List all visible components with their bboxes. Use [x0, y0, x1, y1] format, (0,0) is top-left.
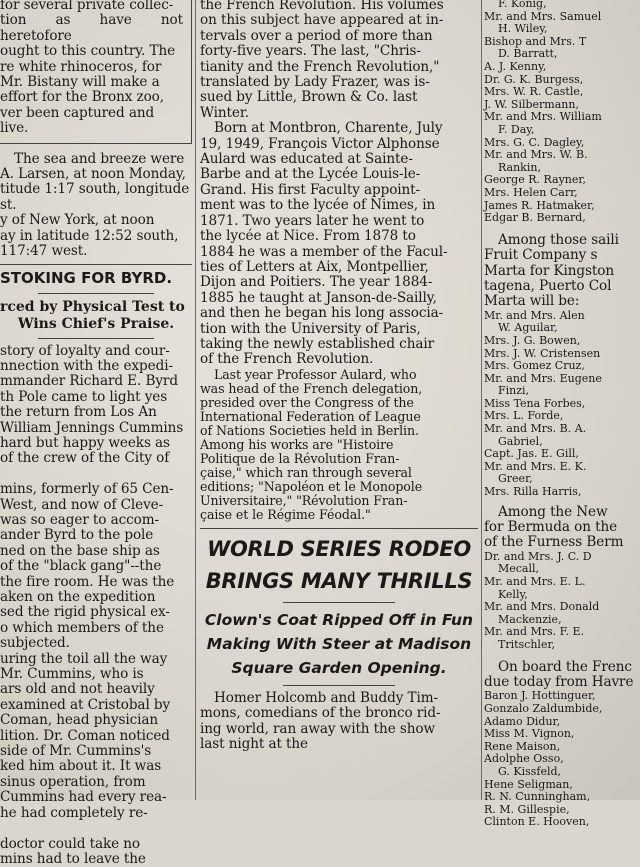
text-line: ment was to the lycée of Nimes, in	[200, 198, 478, 213]
text-line: Among the New	[484, 505, 640, 520]
passenger-name: Greer,	[484, 473, 640, 486]
text-line: ing world, ran away with the show	[200, 722, 478, 737]
aulard-works-paragraph	[200, 368, 478, 522]
text-line: çaise et le Régime Féodal."	[200, 508, 478, 522]
text-line: Cummins had every rea-	[0, 790, 192, 805]
text-line: ties of Letters at Aix, Montpellier,	[200, 260, 478, 275]
text-line: Coman, head physician	[0, 713, 192, 728]
text-line: Grand. His first Faculty appoint-	[200, 183, 478, 198]
deck-line: Making With Steer at Madison	[200, 632, 478, 656]
text-line: was so eager to accom-	[0, 513, 192, 528]
text-line: the return from Los An	[0, 405, 192, 420]
passenger-list-1	[484, 0, 640, 225]
passenger-name: Gonzalo Zaldumbide,	[484, 703, 640, 716]
text-line: sued by Little, Brown & Co. last	[200, 90, 478, 105]
text-line: A. Larsen, at noon Monday,	[0, 167, 192, 182]
text-line: tion with the University of Paris,	[200, 322, 478, 337]
passenger-name: D. Barratt,	[484, 48, 640, 61]
text-line: Marta will be:	[484, 294, 640, 309]
text-line: on this subject have appeared at in-	[200, 13, 478, 28]
text-line: and then he began his long associa-	[200, 306, 478, 321]
passenger-name: G. Kissfeld,	[484, 766, 640, 779]
passenger-name: Rankin,	[484, 162, 640, 175]
passenger-name: Baron J. Hottinguer,	[484, 690, 640, 703]
rhino-article-box	[0, 0, 192, 144]
text-line: 1885 he taught at Janson-de-Sailly,	[200, 291, 478, 306]
text-line: Dijon and Poitiers. The year 1884-	[200, 275, 478, 290]
passenger-name: Mr. and Mrs. William	[484, 111, 640, 124]
subheadline-line: Wins Chief's Praise.	[0, 316, 192, 333]
passenger-name: Mr. and Mrs. Samuel	[484, 11, 640, 24]
text-line: William Jennings Cummins	[0, 421, 192, 436]
text-line: the fire room. He was the	[0, 575, 192, 590]
text-line: tervals over a period of more than	[200, 29, 478, 44]
text-line: Barbe and at the Lycée Louis-le-	[200, 167, 478, 182]
passenger-list-4	[484, 690, 640, 829]
text-line	[0, 821, 192, 836]
deck-line: Clown's Coat Ripped Off in Fun	[200, 608, 478, 632]
text-line: 19, 1949, François Victor Alphonse	[200, 137, 478, 152]
text-line: editions; "Napoléon et le Monopole	[200, 480, 478, 494]
text-line: sinus operation, from	[0, 775, 192, 790]
text-line: of the Furness Berm	[484, 535, 640, 550]
text-line: for Bermuda on the	[484, 520, 640, 535]
passenger-name: Gabriel,	[484, 436, 640, 449]
text-line: taking the newly established chair	[200, 337, 478, 352]
aulard-article-top	[200, 0, 478, 121]
text-line: On board the Frenc	[484, 660, 640, 675]
text-line: for several private collec-	[0, 0, 183, 13]
text-line: st.	[0, 198, 192, 213]
subheadline-line: rced by Physical Test to	[0, 299, 192, 316]
text-line: sed the rigid physical ex-	[0, 605, 192, 620]
column-right	[484, 0, 640, 800]
passenger-name: Rene Maison,	[484, 741, 640, 754]
passenger-name: Adamo Didur,	[484, 716, 640, 729]
text-line: Universitaire," "Révolution Fran-	[200, 494, 478, 508]
passenger-name: Hene Seligman,	[484, 779, 640, 792]
column-rule	[481, 0, 482, 800]
passenger-name: Mrs. J. G. Bowen,	[484, 335, 640, 348]
text-line: of the "black gang"--the	[0, 559, 192, 574]
passenger-name: Miss Tena Forbes,	[484, 398, 640, 411]
passenger-name: James R. Hatmaker,	[484, 200, 640, 213]
text-line: re white rhinoceros, for	[0, 60, 183, 75]
headline-line: WORLD SERIES RODEO	[200, 533, 478, 565]
text-line: o which members of the	[0, 621, 192, 636]
text-line: live.	[0, 121, 183, 136]
text-line: çaise," which ran through several	[200, 466, 478, 480]
santa-marta-paragraph	[484, 233, 640, 310]
passenger-list-3	[484, 551, 640, 652]
passenger-name: Kelly,	[484, 589, 640, 602]
text-line: Politique de la Révolution Fran-	[200, 452, 478, 466]
text-line: forty-five years. The last, "Chris-	[200, 44, 478, 59]
passenger-name: Mr. and Mrs. Eugene	[484, 373, 640, 386]
text-line: th Pole came to light yes	[0, 390, 192, 405]
text-line: mins had to leave the	[0, 852, 192, 867]
divider	[38, 293, 153, 294]
text-line: story of loyalty and cour-	[0, 344, 192, 359]
text-line: tianity and the French Revolution,"	[200, 60, 478, 75]
text-line: Aulard was educated at Sainte-	[200, 152, 478, 167]
text-line: tagena, Puerto Col	[484, 279, 640, 294]
rodeo-deck	[200, 608, 478, 680]
text-line: of the crew of the City of	[0, 451, 192, 466]
text-line: Mr. Cummins, who is	[0, 667, 192, 682]
text-line: aken on the expedition	[0, 590, 192, 605]
text-line: ars old and not heavily	[0, 682, 192, 697]
text-line: due today from Havre	[484, 675, 640, 690]
text-line: examined at Cristobal by	[0, 698, 192, 713]
text-line: The sea and breeze were	[0, 152, 192, 167]
text-line: ought to this country. The	[0, 44, 183, 59]
passenger-name: Mr. and Mrs. E. L.	[484, 576, 640, 589]
rodeo-article-body	[200, 691, 478, 753]
text-line: Marta for Kingston	[484, 264, 640, 279]
text-line: was head of the French delegation,	[200, 382, 478, 396]
text-line: hard but happy weeks as	[0, 436, 192, 451]
passenger-name: Mr. and Mrs. W. B.	[484, 149, 640, 162]
rodeo-headline	[200, 533, 478, 597]
passenger-name: Mrs. L. Forde,	[484, 410, 640, 423]
passenger-name: Bishop and Mrs. T	[484, 36, 640, 49]
passenger-name: Mecall,	[484, 563, 640, 576]
text-line: 117:47 west.	[0, 244, 192, 259]
text-line: tion as have not heretofore	[0, 13, 183, 44]
text-line: ned on the base ship as	[0, 544, 192, 559]
deck-line: Square Garden Opening.	[200, 656, 478, 680]
text-line: Homer Holcomb and Buddy Tim-	[200, 691, 478, 706]
text-line: Among those saili	[484, 233, 640, 248]
text-line: Winter.	[200, 106, 478, 121]
ship-position-paragraph	[0, 152, 192, 260]
text-line: mons, comedians of the bronco rid-	[200, 706, 478, 721]
text-line: Mr. Bistany will make a	[0, 75, 183, 90]
passenger-name: Clinton E. Hooven,	[484, 816, 640, 829]
text-line: of Nations Societies held in Berlin.	[200, 424, 478, 438]
passenger-name: Mrs. Helen Carr,	[484, 187, 640, 200]
passenger-name: Mr. and Mrs. Donald	[484, 601, 640, 614]
divider	[283, 685, 394, 686]
passenger-name: Mr. and Mrs. B. A.	[484, 423, 640, 436]
passenger-name: Mrs. W. R. Castle,	[484, 86, 640, 99]
passenger-name: H. Wiley,	[484, 23, 640, 36]
text-line: West, and now of Cleve-	[0, 498, 192, 513]
text-line: ked him about it. It was	[0, 759, 192, 774]
text-line: doctor could take no	[0, 837, 192, 852]
passenger-name: R. M. Gillespie,	[484, 804, 640, 817]
passenger-name: Mr. and Mrs. Alen	[484, 310, 640, 323]
text-line: ander Byrd to the pole	[0, 528, 192, 543]
passenger-name: Miss M. Vignon,	[484, 728, 640, 741]
text-line: side of Mr. Cummins's	[0, 744, 192, 759]
passenger-name: George R. Rayner,	[484, 174, 640, 187]
passenger-name: Mr. and Mrs. E. K.	[484, 461, 640, 474]
text-line: translated by Lady Frazer, was is-	[200, 75, 478, 90]
passenger-name: J. W. Silbermann,	[484, 99, 640, 112]
divider	[200, 528, 478, 529]
text-line: lition. Dr. Coman noticed	[0, 729, 192, 744]
text-line: Born at Montbron, Charente, July	[200, 121, 478, 136]
bermuda-paragraph	[484, 505, 640, 551]
text-line: subjected.	[0, 636, 192, 651]
column-center	[200, 0, 478, 800]
divider	[0, 264, 192, 265]
text-line: of the French Revolution.	[200, 352, 478, 367]
text-line: International Federation of League	[200, 410, 478, 424]
passenger-name: Mrs. J. W. Cristensen	[484, 348, 640, 361]
byrd-subheadline	[0, 299, 192, 333]
text-line: Fruit Company s	[484, 248, 640, 263]
passenger-name: Adolphe Osso,	[484, 753, 640, 766]
passenger-name: Tritschler,	[484, 639, 640, 652]
text-line: presided over the Congress of the	[200, 396, 478, 410]
column-rule	[195, 0, 196, 800]
byrd-article-body	[0, 344, 192, 867]
passenger-name: F. Konig,	[484, 0, 640, 11]
havre-paragraph	[484, 660, 640, 691]
byrd-headline: STOKING FOR BYRD.	[0, 269, 192, 288]
passenger-name: Finzi,	[484, 385, 640, 398]
aulard-biography-paragraph	[200, 121, 478, 368]
passenger-name: Mrs. G. C. Dagley,	[484, 137, 640, 150]
passenger-name: Dr. and Mrs. J. C. D	[484, 551, 640, 564]
text-line: ay in latitude 12:52 south,	[0, 229, 192, 244]
text-line: the French Revolution. His volumes	[200, 0, 478, 13]
text-line	[0, 467, 192, 482]
passenger-list-2	[484, 310, 640, 499]
passenger-name: Dr. G. K. Burgess,	[484, 74, 640, 87]
passenger-name: Mr. and Mrs. F. E.	[484, 626, 640, 639]
passenger-name: F. Day,	[484, 124, 640, 137]
text-line: the lycée at Nice. From 1878 to	[200, 229, 478, 244]
text-line: titude 1:17 south, longitude	[0, 182, 192, 197]
text-line: ver been captured and	[0, 106, 183, 121]
passenger-name: Capt. Jas. E. Gill,	[484, 448, 640, 461]
text-line: y of New York, at noon	[0, 213, 192, 228]
text-line: 1871. Two years later he went to	[200, 214, 478, 229]
text-line: mmander Richard E. Byrd	[0, 374, 192, 389]
divider	[38, 338, 153, 339]
text-line: Among his works are "Histoire	[200, 438, 478, 452]
text-line: he had completely re-	[0, 806, 192, 821]
column-left	[0, 0, 192, 800]
text-line: last night at the	[200, 737, 478, 752]
passenger-name: Mrs. Gomez Cruz,	[484, 360, 640, 373]
passenger-name: W. Aguilar,	[484, 322, 640, 335]
text-line: nnection with the expedi-	[0, 359, 192, 374]
divider	[283, 602, 394, 603]
headline-line: BRINGS MANY THRILLS	[200, 565, 478, 597]
passenger-name: Mrs. Rilla Harris,	[484, 486, 640, 499]
passenger-name: Mackenzie,	[484, 614, 640, 627]
passenger-name: R. N. Cunningham,	[484, 791, 640, 804]
passenger-name: A. J. Kenny,	[484, 61, 640, 74]
passenger-name: Edgar B. Bernard,	[484, 212, 640, 225]
text-line: Last year Professor Aulard, who	[200, 368, 478, 382]
text-line: mins, formerly of 65 Cen-	[0, 482, 192, 497]
text-line: uring the toil all the way	[0, 652, 192, 667]
text-line: effort for the Bronx zoo,	[0, 90, 183, 105]
text-line: 1884 he was a member of the Facul-	[200, 245, 478, 260]
